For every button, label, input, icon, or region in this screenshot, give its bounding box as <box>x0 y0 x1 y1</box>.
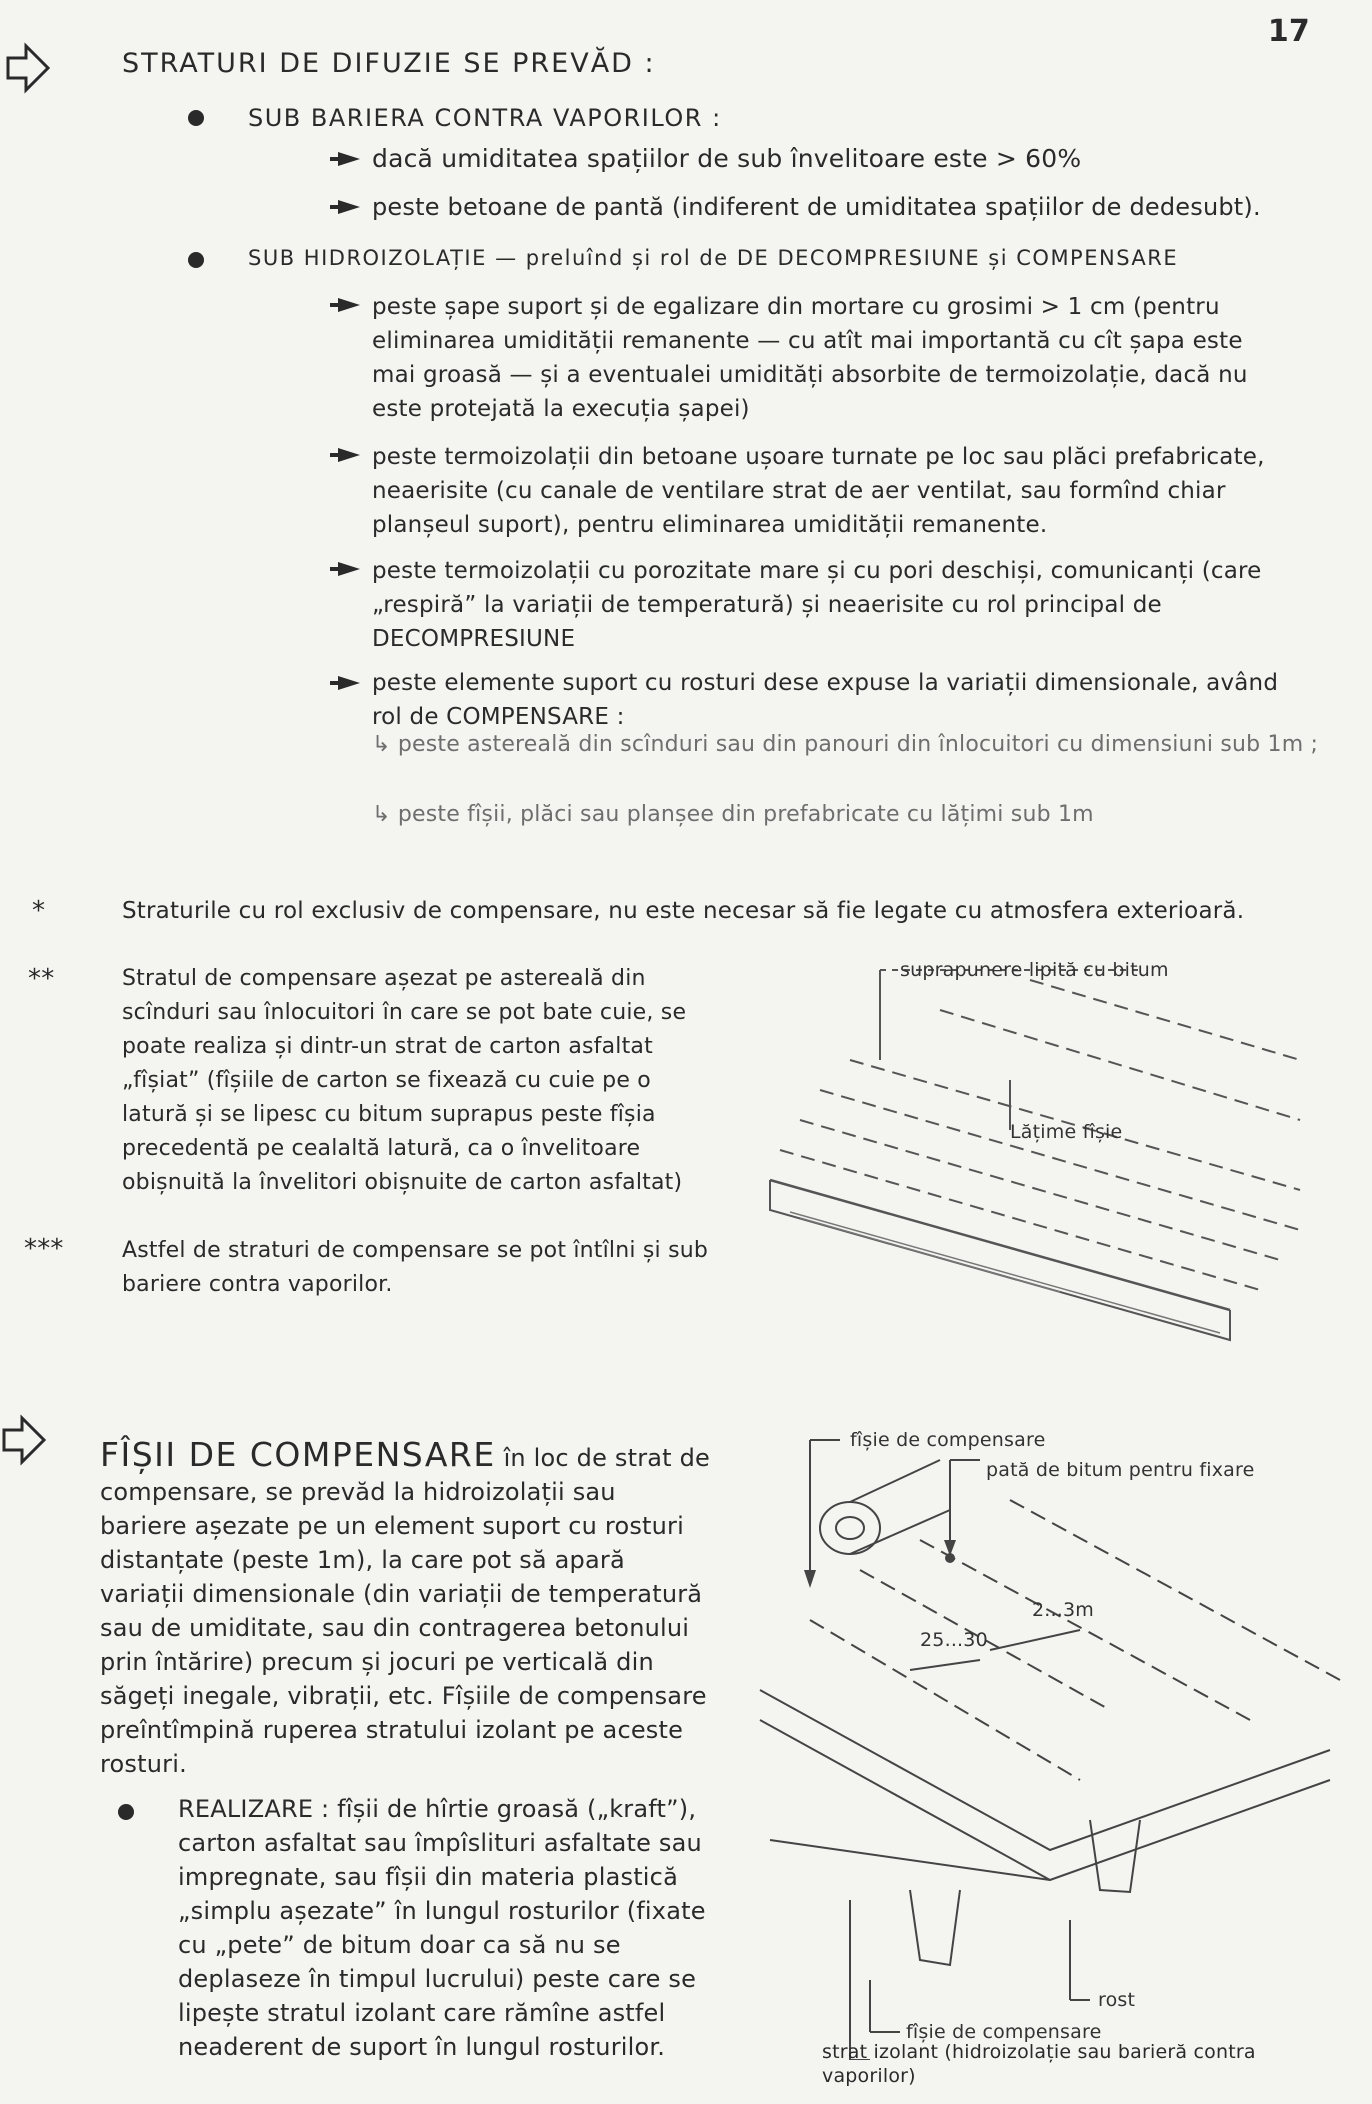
sub-b-item-1: peste șape suport și de egalizare din mortare cu grosimi > 1 cm (pentru eliminarea umidității remanente — cu atît mai importantă cu cît șapa este mai groasă — și a eventualei umidități absorbite de termoizolație, dacă nu este protejată la execuția șapei) <box>372 294 1248 422</box>
compensation-layer-diagram <box>760 950 1320 1350</box>
outline-arrow-icon <box>0 1412 50 1468</box>
realizare-body: fîșii de hîrtie groasă („kraft”), carton asfaltat sau împîslituri asfaltate sau impregnate, sau fîșii din materia plastică „simplu așezate” în lungul rosturilor (fixate cu „pete” de bitum doar ca să nu se deplaseze în timpul lucrului) peste care se lipește stratul izolant care rămîne astfel neaderent de suport în lungul rosturilor. <box>178 1795 706 2061</box>
note3-star: *** <box>24 1234 64 1264</box>
arrow-bullet-icon <box>338 152 360 166</box>
sub-b-title-lead: SUB HIDROIZOLAȚIE <box>248 246 487 270</box>
sub-a-item-1: dacă umiditatea spațiilor de sub învelitoare este > 60% <box>372 144 1082 173</box>
note3-text: Astfel de straturi de compensare se pot întîlni și sub bariere contra vaporilor. <box>122 1238 709 1297</box>
sub-a-item-2: peste betoane de pantă (indiferent de umiditatea spațiilor de dedesubt). <box>372 193 1261 221</box>
arrow-bullet-icon <box>338 448 360 462</box>
sub-b-title-rest: — preluînd și rol de DE DECOMPRESIUNE și COMPENSARE <box>495 246 1179 270</box>
note1-text: Straturile cu rol exclusiv de compensare, nu este necesar să fie legate cu atmosfera exterioară. <box>122 898 1245 924</box>
hook-arrow-icon: ↳ <box>372 802 398 827</box>
diagram2-dim1: 25...30 <box>920 1629 988 1651</box>
arrow-head-icon <box>804 1570 816 1588</box>
arrow-bullet-icon <box>338 200 360 214</box>
page-number: 17 <box>1267 14 1310 49</box>
bullet-dot-icon <box>188 110 204 126</box>
note1-star: * <box>32 896 46 926</box>
section2-body: în loc de strat de compensare, se prevăd la hidroizolații sau bariere așezate pe un element suport cu rosturi distanțate (peste 1m), la care pot să apară variații dimensionale (din variații de temperatură sau de umiditate, sau din contragerea betonului prin întărire) precum și jocuri pe verticală din săgeți inegale, vibrații, etc. Fîșiile de compensare preîntîmpină ruperea stratului izolant pe aceste rosturi. <box>100 1444 711 1778</box>
sub-a-title: SUB BARIERA CONTRA VAPORILOR : <box>248 104 722 132</box>
diagram2-label-strat: strat izolant (hidroizolație sau barieră contra vaporilor) <box>822 2041 1256 2087</box>
section1-heading: STRATURI DE DIFUZIE SE PREVĂD : <box>122 48 656 79</box>
diagram1-label-mid: Lățime fîșie <box>1010 1121 1123 1143</box>
sub-b-item-3: peste termoizolații cu porozitate mare și cu pori deschiși, comunicanți (care „respiră” la variații de temperatură) și neaerisite cu rol principal de DECOMPRESIUNE <box>372 558 1262 652</box>
sub-b-title <box>248 246 1178 270</box>
section2-body-block <box>100 1435 711 1781</box>
note2-star: ** <box>28 964 55 994</box>
sub-b-item-2: peste termoizolații din betoane ușoare turnate pe loc sau plăci prefabricate, neaerisite (cu canale de ventilare strat de aer ventilat, sau formînd chiar planșeul suport), pentru eliminarea umidității remanente. <box>372 444 1265 538</box>
arrow-bullet-icon <box>338 676 360 690</box>
diagram2-label-fisie-top: fîșie de compensare <box>850 1429 1046 1451</box>
arrow-bullet-icon <box>338 562 360 576</box>
realizare-title: REALIZARE : <box>178 1795 330 1823</box>
sub-b-subitem-1: ↳ peste astereală din scînduri sau din panouri din înlocuitori cu dimensiuni sub 1m ; <box>372 732 1319 757</box>
compensation-strips-diagram <box>750 1420 1350 2060</box>
arrow-bullet-icon <box>338 298 360 312</box>
diagram2-dim2: 2...3m <box>1032 1599 1095 1621</box>
bullet-dot-icon <box>118 1804 134 1820</box>
note2-text: Stratul de compensare așezat pe astereală din scînduri sau înlocuitori în care se pot bate cuie, se poate realiza și dintr-un strat de carton asfaltat „fîșiat” (fîșiile de carton se fixează cu cuie pe o latură și se lipesc cu bitum suprapus peste fîșia precedentă pe cealaltă latură, ca o învelitoare obișnuită la învelitori obișnuite de carton asfaltat) <box>122 966 687 1195</box>
bitumen-spot-icon <box>945 1553 955 1563</box>
sub-b-subitem-2: ↳ peste fîșii, plăci sau planșee din prefabricate cu lățimi sub 1m <box>372 802 1094 827</box>
section2-heading: FÎȘII DE COMPENSARE <box>100 1435 496 1474</box>
diagram2-label-rost: rost <box>1098 1989 1136 2011</box>
bullet-dot-icon <box>188 252 204 268</box>
diagram2-label-pata: pată de bitum pentru fixare <box>986 1459 1255 1481</box>
diagram1-label-top: suprapunere lipită cu bitum <box>900 959 1169 981</box>
diagram2-label-fisie-bottom: fîșie de compensare <box>906 2021 1102 2043</box>
realizare-block <box>178 1792 718 2064</box>
hook-arrow-icon: ↳ <box>372 732 398 757</box>
sub-b-item-4: peste elemente suport cu rosturi dese expuse la variații dimensionale, având rol de COMPENSARE : <box>372 670 1279 730</box>
outline-arrow-icon <box>4 40 54 96</box>
